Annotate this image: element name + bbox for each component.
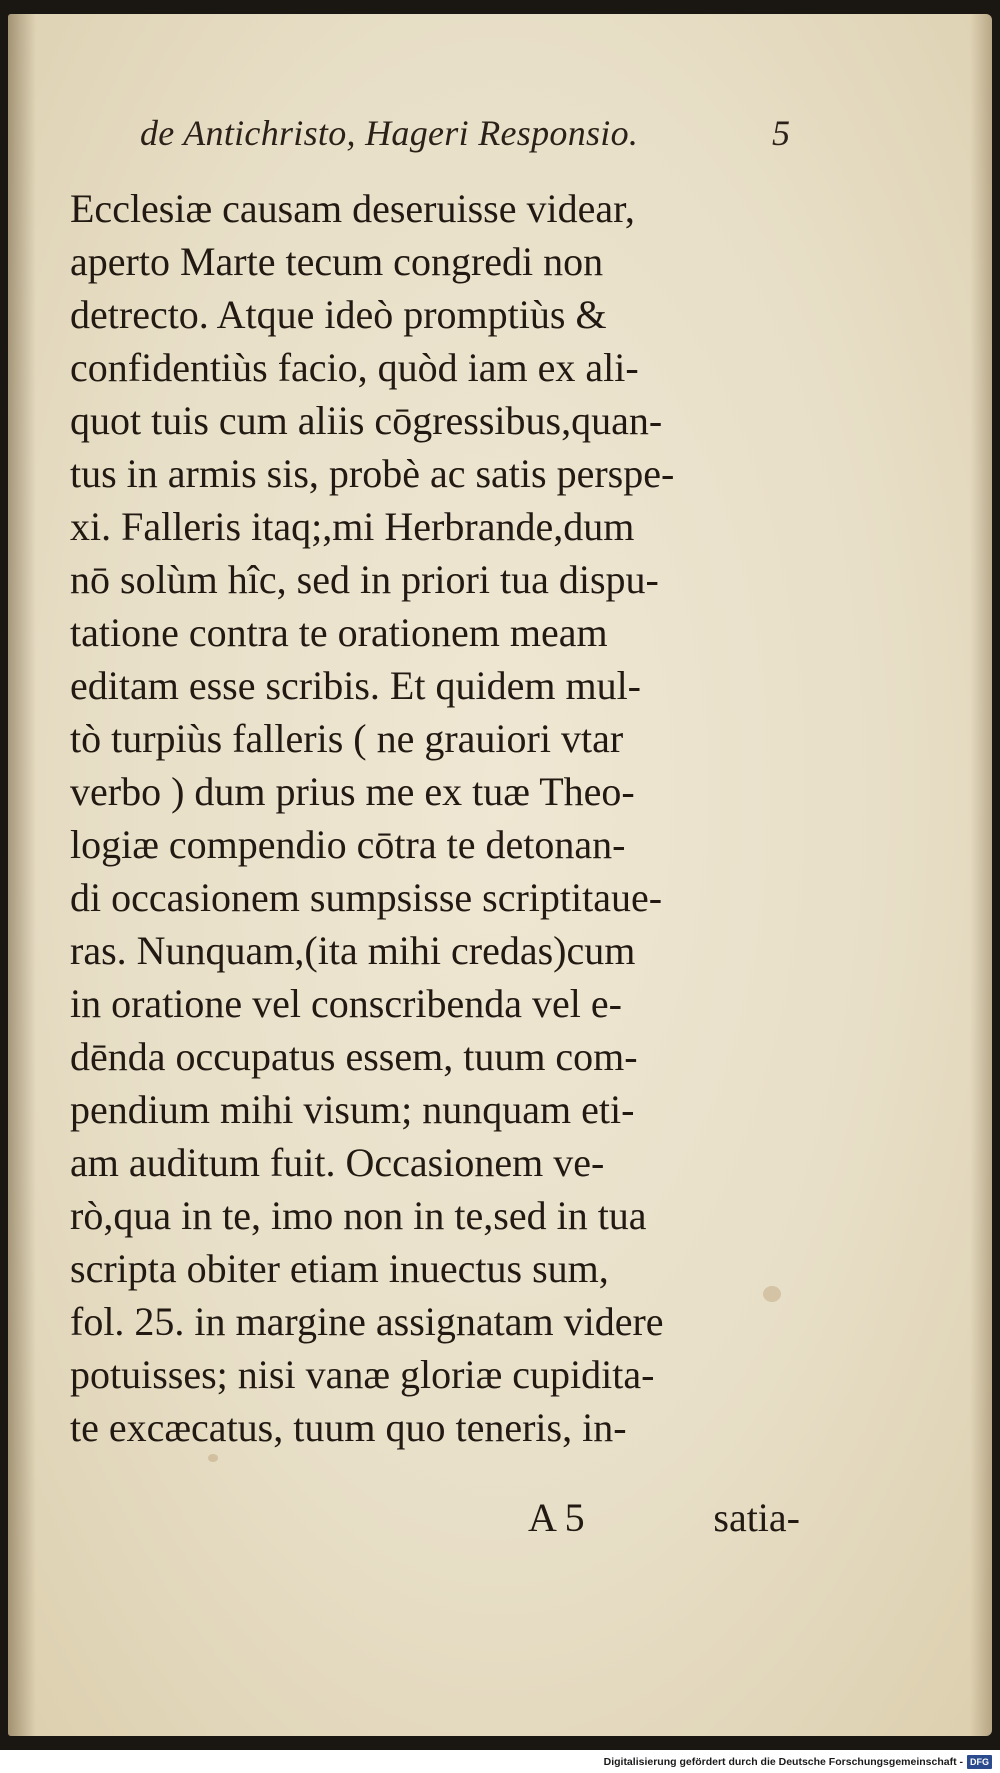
signature-mark: A 5 xyxy=(528,1495,585,1540)
text-line: nō solùm hîc, sed in priori tua dispu- xyxy=(70,557,659,602)
text-line: confidentiùs facio, quòd iam ex ali- xyxy=(70,345,639,390)
text-line: editam esse scribis. Et quidem mul- xyxy=(70,663,641,708)
text-line: xi. Falleris itaq;,mi Herbrande,dum xyxy=(70,504,635,549)
text-line: scripta obiter etiam inuectus sum, xyxy=(70,1246,609,1291)
text-line: te excæcatus, tuum quo teneris, in- xyxy=(70,1405,627,1450)
book-page xyxy=(8,14,992,1736)
text-line: tatione contra te orationem meam xyxy=(70,610,608,655)
dfg-logo: DFG xyxy=(967,1755,992,1769)
text-line: ras. Nunquam,(ita mihi credas)cum xyxy=(70,928,636,973)
text-line: potuisses; nisi vanæ gloriæ cupidita- xyxy=(70,1352,655,1397)
catchword: satia- xyxy=(713,1495,800,1540)
text-line: verbo ) dum prius me ex tuæ Theo- xyxy=(70,769,635,814)
text-line: in oratione vel conscribenda vel e- xyxy=(70,981,622,1026)
text-line: tus in armis sis, probè ac satis perspe- xyxy=(70,451,675,496)
text-line: dēnda occupatus essem, tuum com- xyxy=(70,1034,638,1079)
text-line: aperto Marte tecum congredi non xyxy=(70,239,604,284)
paper-stain xyxy=(208,1454,218,1462)
page-footer xyxy=(70,1494,800,1554)
text-line: di occasionem sumpsisse scriptitaue- xyxy=(70,875,663,920)
digitization-credit xyxy=(604,1754,992,1770)
paper-stain xyxy=(763,1286,781,1302)
text-line: rò,qua in te, imo non in te,sed in tua xyxy=(70,1193,647,1238)
text-line: Ecclesiæ causam deseruisse videar, xyxy=(70,186,635,231)
running-title: de Antichristo, Hageri Responsio. xyxy=(140,113,639,153)
credit-text: Digitalisierung gefördert durch die Deutsche Forschungsgemeinschaft - xyxy=(603,1756,963,1768)
text-line: quot tuis cum aliis cōgressibus,quan- xyxy=(70,398,663,443)
text-line: pendium mihi visum; nunquam eti- xyxy=(70,1087,635,1132)
text-line: tò turpiùs falleris ( ne grauiori vtar xyxy=(70,716,624,761)
text-line: fol. 25. in margine assignatam videre xyxy=(70,1299,664,1344)
text-line: detrecto. Atque ideò promptiùs & xyxy=(70,292,607,337)
running-head xyxy=(140,112,790,160)
text-line: am auditum fuit. Occasionem ve- xyxy=(70,1140,605,1185)
text-line: logiæ compendio cōtra te detonan- xyxy=(70,822,626,867)
page-number: 5 xyxy=(772,113,790,153)
